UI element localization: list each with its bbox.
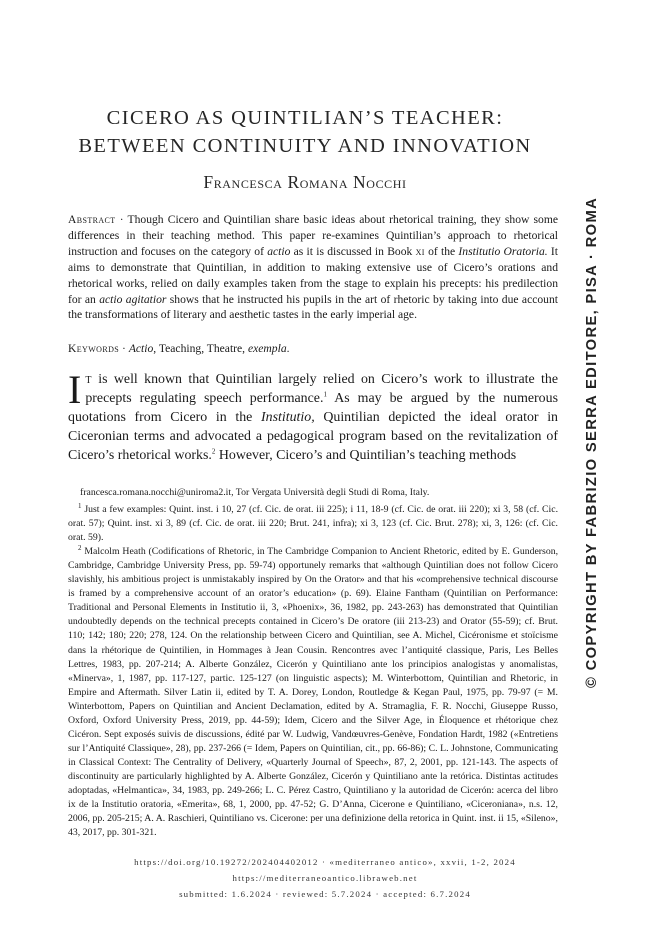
footnote-ref-2[interactable]: 2 bbox=[211, 447, 216, 456]
footnotes bbox=[68, 486, 558, 840]
body-text: It is well known that Quintilian largely relied on Cicero’s work to illustrate the precepts regulating speech performance.$^1$ As may be argued by the numerous quotations from Cicero in the Institutio, Quintilian depicted the ideal orator in Ciceronian terms and advocated a pedagogical program based on the revitalization of Cicero’s rhetorical works.$^2$ However, Cicero’s and Quintilian’s teaching methods bbox=[68, 367, 558, 463]
footer-dates: submitted: 1.6.2024 · reviewed: 5.7.2024 · accepted: 6.7.2024 bbox=[179, 889, 471, 899]
footnote-1: $^1$ Just a few examples: Quint. inst. i 10, 27 (cf. Cic. de orat. iii 225); i 11, 18-9 (cf. Cic. de orat. iii 220); xi 3, 58 (cf. Cic. orat. 57); Quint. inst. xi 3, 89 (cf. Cic. de orat. iii 220; Brut. 241, infra); xi 3, 123 (cf. Cic. Brut. 278); xi, 3, 126: (cf. Cic. orat. 59). bbox=[68, 501, 559, 544]
drop-cap: I bbox=[68, 367, 82, 412]
footer-doi[interactable]: https://doi.org/10.19272/202404402012 · «mediterraneo antico», xxvii, 1-2, 2024 bbox=[134, 857, 516, 867]
copyright-notice: © COPYRIGHT BY FABRIZIO SERRA EDITORE, PISA · ROMA bbox=[584, 196, 600, 688]
abstract: Abstract · Though Cicero and Quintilian share basic ideas about rhetorical training, they show some differences in their teaching method. This paper re-examines Quintilian’s approach to rhetorical instruction and focuses on the category of actio as it is discussed in Book xi of the Institutio Oratoria. It aims to demonstrate that Quintilian, in addition to making extensive use of Cicero’s orations and rhetorical works, relied on daily examples taken from the stage to explain his precepts: his predilection for an actio agitatior shows that he instructed his pupils in the art of rhetoric by taking into due account the transformations of literary and aesthetic tastes in the early imperial age. bbox=[68, 213, 558, 322]
author-affiliation: francesca.romana.nocchi@uniroma2.it, Tor Vergata Università degli Studi di Roma, Italy. bbox=[80, 487, 430, 498]
article-title bbox=[40, 104, 570, 160]
footnote-2: $^2$ Malcolm Heath (Codifications of Rhetoric, in The Cambridge Companion to Ancient Rhetoric, edited by E. Gunderson, Cambridge, Cambridge University Press, pp. 59-74) opportunely remarks that «although Quintilian does not follow Cicero slavishly, his ambitious project is unmistakably inspired by On the Orator» and that his «comprehensive technical discourse is framed by a comprehensive account of an orator’s education» (p. 69). Elaine Fantham (Quintilian on Performance: Traditional and Personal Elements in Institutio ii, 3, «Phoenix», 36, 1982, pp. 243-263) has demonstrated that Quintilian undoubtedly depends on the technical precepts contained in Cicero’s De oratore (iii 213-23) and Orator (55-59); cf. Brut. 110; 142; 180; 220; 278, 124. On the relationship between Cicero and Quintilian, see A. Michel, Cicéronisme et stoïcisme dans la rhétorique de Quintilien, in Hommages à Jean Cousin. Rencontres avec l’antiquité classique, Paris, Les Belles Lettres, 1983, pp. 207-214; A. Alberte González, Cicerón y Quintiliano ante los principios analogistas y anomalistas, «Minerva», 1, 1987, pp. 117-127, partic. 125-127 (on linguistic aspects); M. Winterbottom, Quintilian and Rhetoric, in Empire and Aftermath. Silver Latin ii, edited by T. A. Dorey, London, Routledge & Kegan Paul, 1975, pp. 79-97 (= M. Winterbottom, Papers on Quintilian and Ancient Declamation, edited by A. Stramaglia, F. R. Nocchi, Giuseppe Russo, Oxford, Oxford University Press, 2019, pp. 44-59); Idem, Cicero and the Silver Age, in Éloquence et rhétorique chez Cicéron. Sept exposés suivis de discussions, édité par W. Ludwig, Vandœuvres-Genève, Fondation Hardt, 1982 («Entretiens sur l’Antiquité Classique», 28), pp. 237-266 (= Idem, Papers on Quintilian, cit., pp. 66-86); C. L. Johnstone, Communicating in Classical Context: The Centrality of Delivery, «Quarterly Journal of Speech», 87, 2, 2001, pp. 121-143. The aspects of discontinuity are particularly highlighted by A. Alberte González, Cicerón y Quintiliano ante la retórica. Distintas actitudes adoptadas, «Helmantica», 34, 1983, pp. 249-266; L. C. Pérez Castro, Quintiliano y la autoridad de Cicerón: acerca del libro ix de la Institutio oratoria, «Emerita», 68, 1, 2000, pp. 47-52; G. D’Anna, Cicerone e Quintiliano, «Ciceroniana», n.s. 12, 2006, pp. 205-215; A. A. Raschieri, Quintiliano vs. Cicerone: per una definizione della retorica in Quint. inst. ii 15, «Sileno», 43, 2017, pp. 301-321. bbox=[68, 543, 559, 839]
footnote-ref-1[interactable]: 1 bbox=[323, 390, 327, 399]
keywords-label: Keywords bbox=[68, 342, 120, 355]
footer-website[interactable]: https://mediterraneoantico.libraweb.net bbox=[232, 873, 418, 883]
title-line-1: CICERO AS QUINTILIAN’S TEACHER: bbox=[106, 107, 504, 129]
abstract-label: Abstract bbox=[68, 213, 116, 226]
author-name: Francesca Romana Nocchi bbox=[203, 172, 407, 192]
title-line-2: BETWEEN CONTINUITY AND INNOVATION bbox=[78, 135, 532, 157]
keywords: Keywords · Actio, Teaching, Theatre, exempla. bbox=[68, 342, 290, 355]
